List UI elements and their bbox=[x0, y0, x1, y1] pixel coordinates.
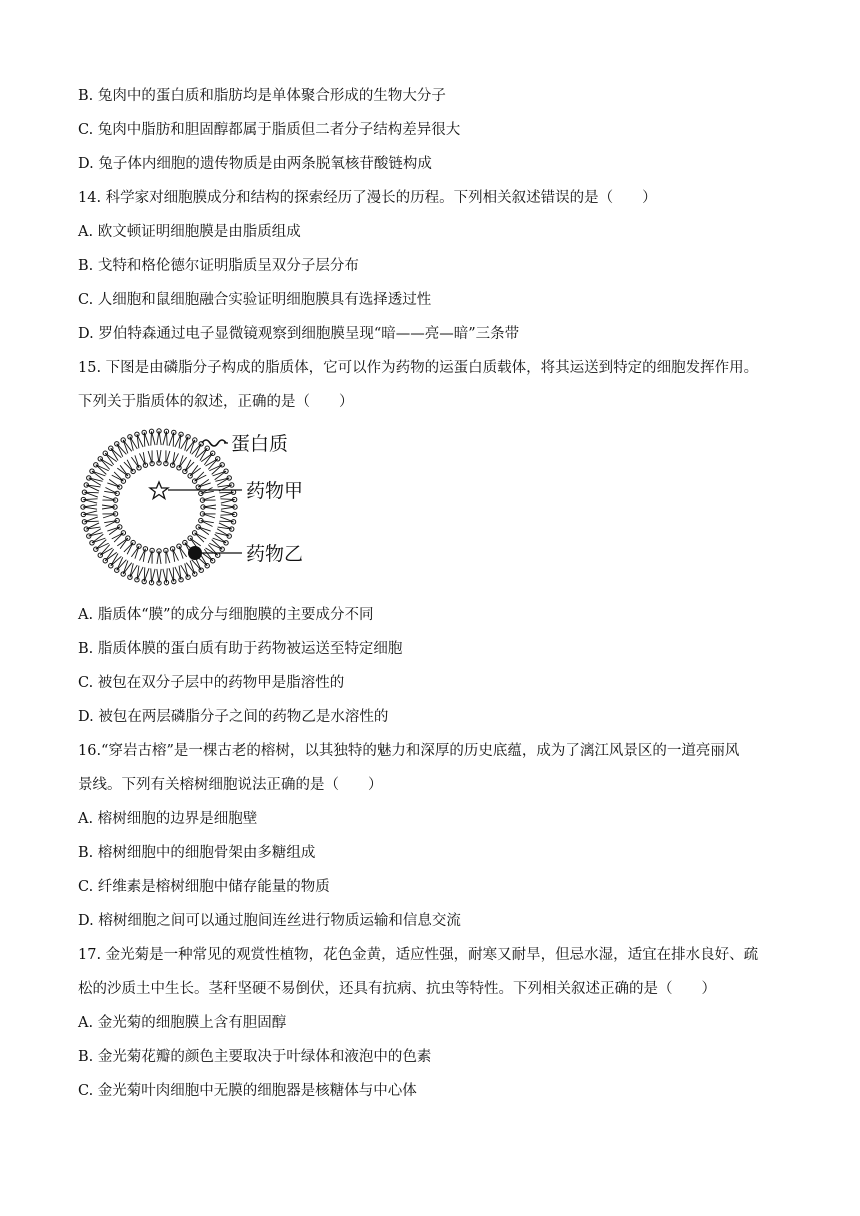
option-17a: A. 金光菊的细胞膜上含有胆固醇 bbox=[78, 1015, 287, 1031]
lipid-tail bbox=[163, 431, 167, 445]
option-16a: A. 榕树细胞的边界是细胞壁 bbox=[78, 811, 258, 827]
option-17c: C. 金光菊叶肉细胞中无膜的细胞器是核糖体与中心体 bbox=[78, 1083, 417, 1099]
question-14-stem: 14. 科学家对细胞膜成分和结构的探索经历了漫长的历程。下列相关叙述错误的是（ ） bbox=[78, 190, 657, 206]
lipid-tail bbox=[83, 500, 97, 504]
lipid-tail bbox=[179, 457, 187, 468]
lipid-tail bbox=[202, 496, 214, 500]
lipid-tail bbox=[195, 472, 204, 481]
lipid-tail bbox=[109, 527, 120, 535]
drug-a-star bbox=[150, 482, 168, 499]
lipid-tail bbox=[215, 534, 226, 543]
option-14c: C. 人细胞和鼠细胞融合实验证明细胞膜具有选择透过性 bbox=[78, 292, 432, 308]
lipid-tail bbox=[179, 546, 187, 557]
question-15-stem-1: 15. 下图是由磷脂分子构成的脂质体，它可以作为药物的运蛋白质载体，将其运送到特定的细胞发挥作用。 bbox=[78, 360, 759, 376]
lipid-tail bbox=[131, 546, 139, 557]
lipid-tail bbox=[144, 567, 145, 581]
lipid-tail bbox=[109, 479, 120, 487]
label-drug-a: 药物甲 bbox=[246, 480, 304, 502]
lipid-tail bbox=[166, 550, 170, 562]
option-16c: C. 纤维素是榕树细胞中储存能量的物质 bbox=[78, 879, 330, 895]
option-16d: D. 榕树细胞之间可以通过胞间连丝进行物质运输和信息交流 bbox=[78, 913, 461, 929]
question-17-stem-2: 松的沙质土中生长。茎秆坚硬不易倒伏，还具有抗病、抗虫等特性。下列相关叙述正确的是（ ） bbox=[78, 981, 716, 997]
lipid-tail bbox=[202, 514, 214, 518]
lipid-tail bbox=[124, 462, 133, 471]
option-17b: B. 金光菊花瓣的颜色主要取决于叶绿体和液泡中的色素 bbox=[78, 1049, 432, 1065]
label-protein: 蛋白质 bbox=[231, 433, 289, 455]
lipid-tail bbox=[198, 527, 209, 535]
lipid-tail bbox=[112, 475, 124, 481]
lipid-tail bbox=[107, 483, 119, 487]
lipid-tail bbox=[195, 475, 207, 481]
lipid-tail bbox=[215, 471, 226, 480]
question-16-stem-1: 16.“穿岩古榕”是一棵古老的榕树，以其独特的魅力和深厚的历史底蕴，成为了漓江风景区的一道亮丽风 bbox=[78, 743, 740, 759]
lipid-tail bbox=[195, 533, 207, 539]
lipid-tail bbox=[103, 514, 115, 518]
lipid-tail bbox=[84, 492, 98, 493]
lipid-tail bbox=[179, 546, 183, 558]
lipid-tail bbox=[127, 460, 133, 472]
protein-squiggle bbox=[202, 440, 226, 446]
lipid-tail bbox=[152, 431, 156, 445]
lipid-tail bbox=[83, 511, 97, 515]
option-15a: A. 脂质体“膜”的成分与细胞膜的主要成分不同 bbox=[78, 607, 374, 623]
question-16-stem-2: 景线。下列有关榕树细胞说法正确的是（ ） bbox=[78, 777, 383, 793]
option-16b: B. 榕树细胞中的细胞骨架由多糖组成 bbox=[78, 845, 316, 861]
lipid-tail bbox=[92, 534, 103, 543]
lipid-tail bbox=[179, 455, 183, 467]
option-15d: D. 被包在两层磷脂分子之间的药物乙是水溶性的 bbox=[78, 709, 389, 725]
lipid-tail bbox=[92, 471, 103, 480]
option-14b: B. 戈特和格伦德尔证明脂质呈双分子层分布 bbox=[78, 258, 359, 274]
question-15-stem-2: 下列关于脂质体的叙述，正确的是（ ） bbox=[78, 394, 354, 410]
lipid-tail bbox=[198, 483, 210, 487]
option-13d: D. 兔子体内细胞的遗传物质是由两条脱氧核苷酸链构成 bbox=[78, 156, 432, 172]
lipid-tail bbox=[114, 533, 123, 542]
lipid-tail bbox=[186, 563, 195, 574]
lipid-tail bbox=[173, 432, 174, 446]
label-drug-b: 药物乙 bbox=[246, 543, 304, 565]
lipid-tail bbox=[221, 511, 235, 515]
lipid-tail bbox=[135, 546, 139, 558]
drug-b-dot bbox=[188, 546, 202, 560]
lipid-tail bbox=[163, 569, 167, 583]
lipid-tail bbox=[198, 479, 209, 487]
option-13b: B. 兔肉中的蛋白质和脂肪均是单体聚合形成的生物大分子 bbox=[78, 88, 446, 104]
lipid-tail bbox=[148, 451, 152, 463]
lipid-tail bbox=[124, 543, 133, 552]
lipid-tail bbox=[185, 460, 191, 472]
option-14d: D. 罗伯特森通过电子显微镜观察到细胞膜呈现“暗——亮—暗”三条带 bbox=[78, 326, 520, 342]
lipid-tail bbox=[185, 462, 194, 471]
lipid-tail bbox=[166, 451, 170, 463]
lipid-tail bbox=[123, 440, 132, 451]
lipid-tail bbox=[195, 533, 204, 542]
lipid-tail bbox=[114, 472, 123, 481]
lipid-tail bbox=[148, 550, 152, 562]
lipid-tail bbox=[186, 440, 195, 451]
liposome-diagram bbox=[76, 425, 336, 595]
lipid-tail bbox=[127, 543, 133, 555]
lipid-tail bbox=[112, 533, 124, 539]
lipid-tail bbox=[107, 527, 119, 531]
lipid-tail bbox=[219, 521, 233, 522]
option-15c: C. 被包在双分子层中的药物甲是脂溶性的 bbox=[78, 675, 345, 691]
liposome-figure bbox=[76, 425, 336, 595]
option-15b: B. 脂质体膜的蛋白质有助于药物被运送至特定细胞 bbox=[78, 641, 403, 657]
lipid-tail bbox=[103, 496, 115, 500]
lipid-tail bbox=[135, 455, 139, 467]
lipid-tail bbox=[131, 457, 139, 468]
option-13c: C. 兔肉中脂肪和胆固醇都属于脂质但二者分子结构差异很大 bbox=[78, 122, 461, 138]
lipid-tail bbox=[123, 563, 132, 574]
question-17-stem-1: 17. 金光菊是一种常见的观赏性植物，花色金黄，适应性强，耐寒又耐旱，但忌水湿，适宜在排水良好、疏 bbox=[78, 947, 759, 963]
lipid-tail bbox=[198, 527, 210, 531]
lipid-tail bbox=[221, 500, 235, 504]
option-14a: A. 欧文顿证明细胞膜是由脂质组成 bbox=[78, 224, 301, 240]
lipid-tail bbox=[152, 569, 156, 583]
